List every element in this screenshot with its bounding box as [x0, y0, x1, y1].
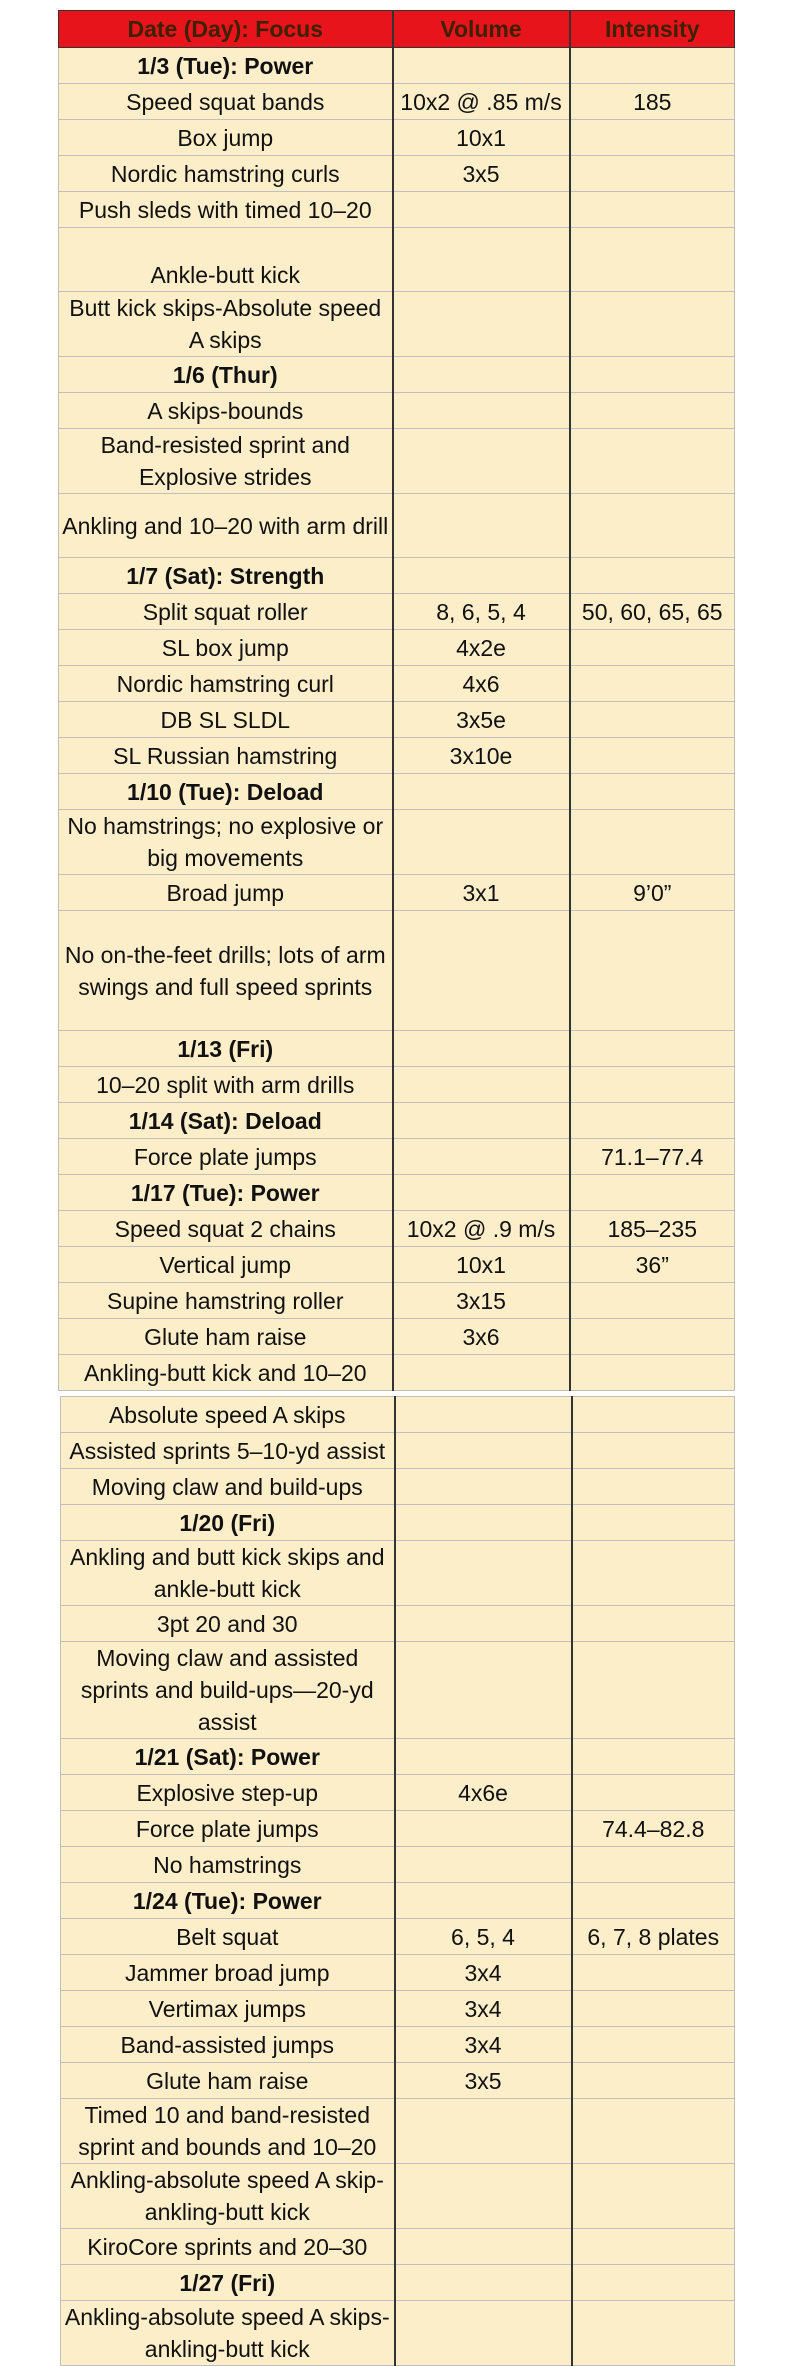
- intensity-cell: [570, 1283, 735, 1319]
- volume-cell: 8, 6, 5, 4: [393, 594, 570, 630]
- date-focus-cell: No on-the-feet drills; lots of arm swings and full speed sprints: [59, 911, 393, 1031]
- date-focus-cell: 1/6 (Thur): [59, 357, 393, 393]
- volume-cell: [395, 2229, 572, 2265]
- intensity-cell: [570, 494, 735, 558]
- volume-cell: 3x5e: [393, 702, 570, 738]
- intensity-cell: 9’0”: [570, 875, 735, 911]
- date-focus-cell: Ankling-absolute speed A skips-ankling-butt kick: [61, 2301, 395, 2366]
- header-row: [59, 11, 735, 48]
- date-focus-cell: 1/17 (Tue): Power: [59, 1175, 393, 1211]
- date-focus-cell: Explosive step-up: [61, 1775, 395, 1811]
- exercise-row: [61, 1433, 735, 1469]
- date-focus-cell: 1/27 (Fri): [61, 2265, 395, 2301]
- volume-cell: [395, 1397, 572, 1433]
- intensity-cell: [572, 1883, 735, 1919]
- volume-cell: 3x5: [395, 2063, 572, 2099]
- date-focus-cell: Nordic hamstring curls: [59, 156, 393, 192]
- date-focus-cell: Glute ham raise: [59, 1319, 393, 1355]
- volume-cell: [393, 1139, 570, 1175]
- exercise-row: [59, 192, 735, 228]
- volume-cell: [395, 2099, 572, 2164]
- session-header-row: [59, 1175, 735, 1211]
- intensity-cell: [572, 2099, 735, 2164]
- intensity-cell: [572, 1397, 735, 1433]
- date-focus-cell: Ankling-butt kick and 10–20: [59, 1355, 393, 1391]
- intensity-cell: [572, 2265, 735, 2301]
- volume-cell: 10x1: [393, 1247, 570, 1283]
- intensity-cell: [572, 2027, 735, 2063]
- intensity-cell: [572, 1642, 735, 1739]
- date-focus-cell: Absolute speed A skips: [61, 1397, 395, 1433]
- exercise-row: [59, 494, 735, 558]
- volume-cell: [395, 1883, 572, 1919]
- date-focus-cell: No hamstrings: [61, 1847, 395, 1883]
- exercise-row: [59, 1319, 735, 1355]
- session-header-row: [61, 1739, 735, 1775]
- exercise-row: [59, 1139, 735, 1175]
- volume-cell: [395, 2301, 572, 2366]
- volume-cell: [393, 494, 570, 558]
- intensity-cell: [570, 120, 735, 156]
- volume-cell: [395, 1642, 572, 1739]
- exercise-row: [59, 666, 735, 702]
- intensity-cell: [570, 1355, 735, 1391]
- intensity-cell: [570, 702, 735, 738]
- date-focus-cell: Ankling-absolute speed A skip-ankling-butt kick: [61, 2164, 395, 2229]
- training-schedule-table-part-1: [58, 10, 735, 1391]
- intensity-cell: 74.4–82.8: [572, 1811, 735, 1847]
- date-focus-cell: Split squat roller: [59, 594, 393, 630]
- exercise-row: [61, 1955, 735, 1991]
- intensity-cell: [572, 2063, 735, 2099]
- date-focus-cell: 1/14 (Sat): Deload: [59, 1103, 393, 1139]
- exercise-row: [59, 1355, 735, 1391]
- intensity-cell: 185–235: [570, 1211, 735, 1247]
- volume-cell: 10x2 @ .85 m/s: [393, 84, 570, 120]
- intensity-cell: [570, 558, 735, 594]
- date-focus-cell: Vertimax jumps: [61, 1991, 395, 2027]
- volume-cell: 3x5: [393, 156, 570, 192]
- date-focus-cell: Moving claw and assisted sprints and build-ups—20-yd assist: [61, 1642, 395, 1739]
- exercise-row: [61, 1991, 735, 2027]
- date-focus-cell: DB SL SLDL: [59, 702, 393, 738]
- exercise-row: [59, 429, 735, 494]
- intensity-cell: [570, 156, 735, 192]
- intensity-cell: [570, 810, 735, 875]
- volume-cell: [393, 393, 570, 429]
- session-header-row: [61, 2265, 735, 2301]
- intensity-cell: [570, 1319, 735, 1355]
- volume-cell: [393, 357, 570, 393]
- intensity-cell: [570, 666, 735, 702]
- date-focus-cell: Supine hamstring roller: [59, 1283, 393, 1319]
- intensity-cell: 6, 7, 8 plates: [572, 1919, 735, 1955]
- volume-cell: 3x10e: [393, 738, 570, 774]
- exercise-row: [61, 1397, 735, 1433]
- date-focus-cell: 1/24 (Tue): Power: [61, 1883, 395, 1919]
- exercise-row: [61, 1847, 735, 1883]
- date-focus-cell: 1/20 (Fri): [61, 1505, 395, 1541]
- exercise-row: [61, 2164, 735, 2229]
- intensity-cell: [572, 1433, 735, 1469]
- intensity-cell: [570, 630, 735, 666]
- volume-cell: [393, 1031, 570, 1067]
- volume-cell: 3x1: [393, 875, 570, 911]
- volume-cell: [395, 1541, 572, 1606]
- intensity-cell: [572, 1847, 735, 1883]
- date-focus-cell: 1/10 (Tue): Deload: [59, 774, 393, 810]
- intensity-cell: [572, 1469, 735, 1505]
- exercise-row: [59, 594, 735, 630]
- date-focus-cell: Box jump: [59, 120, 393, 156]
- session-header-row: [59, 48, 735, 84]
- intensity-cell: [570, 1175, 735, 1211]
- date-focus-cell: Vertical jump: [59, 1247, 393, 1283]
- intensity-cell: [572, 2301, 735, 2366]
- exercise-row: [59, 393, 735, 429]
- exercise-row: [59, 228, 735, 292]
- intensity-cell: [570, 774, 735, 810]
- date-focus-cell: Broad jump: [59, 875, 393, 911]
- volume-cell: 3x4: [395, 2027, 572, 2063]
- volume-cell: [395, 1811, 572, 1847]
- exercise-row: [61, 1775, 735, 1811]
- session-header-row: [61, 1505, 735, 1541]
- date-focus-cell: 1/13 (Fri): [59, 1031, 393, 1067]
- date-focus-cell: Jammer broad jump: [61, 1955, 395, 1991]
- intensity-cell: [570, 192, 735, 228]
- exercise-row: [61, 1469, 735, 1505]
- intensity-cell: [570, 1067, 735, 1103]
- volume-cell: [395, 1505, 572, 1541]
- volume-cell: 10x1: [393, 120, 570, 156]
- date-focus-cell: A skips-bounds: [59, 393, 393, 429]
- intensity-cell: [572, 1541, 735, 1606]
- exercise-row: [59, 120, 735, 156]
- volume-cell: [393, 1103, 570, 1139]
- exercise-row: [59, 1211, 735, 1247]
- volume-cell: 3x4: [395, 1955, 572, 1991]
- exercise-row: [59, 702, 735, 738]
- volume-cell: 10x2 @ .9 m/s: [393, 1211, 570, 1247]
- date-focus-cell: Moving claw and build-ups: [61, 1469, 395, 1505]
- volume-cell: [393, 1067, 570, 1103]
- date-focus-cell: Ankling and butt kick skips and ankle-butt kick: [61, 1541, 395, 1606]
- exercise-row: [59, 630, 735, 666]
- exercise-row: [59, 1067, 735, 1103]
- intensity-cell: [570, 738, 735, 774]
- intensity-cell: 185: [570, 84, 735, 120]
- volume-cell: [393, 192, 570, 228]
- header-intensity: Intensity: [570, 11, 735, 48]
- exercise-row: [61, 1811, 735, 1847]
- header-volume: Volume: [393, 11, 570, 48]
- session-header-row: [61, 1883, 735, 1919]
- volume-cell: [393, 1175, 570, 1211]
- intensity-cell: [570, 1103, 735, 1139]
- intensity-cell: [570, 393, 735, 429]
- training-schedule-table-part-2: [60, 1396, 735, 2366]
- intensity-cell: 71.1–77.4: [570, 1139, 735, 1175]
- exercise-row: [59, 1247, 735, 1283]
- volume-cell: [393, 558, 570, 594]
- date-focus-cell: Ankle-butt kick: [59, 228, 393, 292]
- exercise-row: [59, 810, 735, 875]
- exercise-row: [61, 1541, 735, 1606]
- exercise-row: [59, 292, 735, 357]
- volume-cell: [395, 1606, 572, 1642]
- intensity-cell: [570, 48, 735, 84]
- volume-cell: [393, 1355, 570, 1391]
- intensity-cell: [572, 1775, 735, 1811]
- date-focus-cell: KiroCore sprints and 20–30: [61, 2229, 395, 2265]
- exercise-row: [61, 2229, 735, 2265]
- volume-cell: [393, 292, 570, 357]
- exercise-row: [61, 2301, 735, 2366]
- exercise-row: [59, 738, 735, 774]
- volume-cell: [393, 774, 570, 810]
- volume-cell: 3x6: [393, 1319, 570, 1355]
- exercise-row: [61, 2063, 735, 2099]
- intensity-cell: [570, 357, 735, 393]
- volume-cell: 6, 5, 4: [395, 1919, 572, 1955]
- date-focus-cell: Force plate jumps: [61, 1811, 395, 1847]
- volume-cell: [393, 810, 570, 875]
- date-focus-cell: 1/21 (Sat): Power: [61, 1739, 395, 1775]
- volume-cell: [393, 228, 570, 292]
- volume-cell: [395, 2164, 572, 2229]
- date-focus-cell: 10–20 split with arm drills: [59, 1067, 393, 1103]
- date-focus-cell: Force plate jumps: [59, 1139, 393, 1175]
- date-focus-cell: SL Russian hamstring: [59, 738, 393, 774]
- exercise-row: [61, 2027, 735, 2063]
- exercise-row: [59, 911, 735, 1031]
- exercise-row: [61, 1919, 735, 1955]
- date-focus-cell: Band-resisted sprint and Explosive strides: [59, 429, 393, 494]
- session-header-row: [59, 357, 735, 393]
- date-focus-cell: SL box jump: [59, 630, 393, 666]
- session-header-row: [59, 774, 735, 810]
- exercise-row: [59, 1283, 735, 1319]
- volume-cell: 3x15: [393, 1283, 570, 1319]
- date-focus-cell: 1/3 (Tue): Power: [59, 48, 393, 84]
- intensity-cell: [572, 1955, 735, 1991]
- date-focus-cell: Timed 10 and band-resisted sprint and bounds and 10–20: [61, 2099, 395, 2164]
- intensity-cell: [570, 228, 735, 292]
- header-date-day-focus: Date (Day): Focus: [59, 11, 393, 48]
- volume-cell: 3x4: [395, 1991, 572, 2027]
- intensity-cell: [570, 429, 735, 494]
- exercise-row: [61, 1606, 735, 1642]
- volume-cell: 4x2e: [393, 630, 570, 666]
- intensity-cell: 50, 60, 65, 65: [570, 594, 735, 630]
- date-focus-cell: Ankling and 10–20 with arm drill: [59, 494, 393, 558]
- date-focus-cell: Speed squat 2 chains: [59, 1211, 393, 1247]
- date-focus-cell: 3pt 20 and 30: [61, 1606, 395, 1642]
- volume-cell: [395, 1847, 572, 1883]
- volume-cell: [395, 1469, 572, 1505]
- table1-body: [59, 48, 735, 1391]
- session-header-row: [59, 558, 735, 594]
- exercise-row: [59, 156, 735, 192]
- volume-cell: 4x6e: [395, 1775, 572, 1811]
- date-focus-cell: No hamstrings; no explosive or big movements: [59, 810, 393, 875]
- intensity-cell: [572, 1739, 735, 1775]
- date-focus-cell: Assisted sprints 5–10-yd assist: [61, 1433, 395, 1469]
- intensity-cell: [572, 1505, 735, 1541]
- date-focus-cell: Glute ham raise: [61, 2063, 395, 2099]
- intensity-cell: [570, 292, 735, 357]
- date-focus-cell: Push sleds with timed 10–20: [59, 192, 393, 228]
- volume-cell: [393, 429, 570, 494]
- volume-cell: [393, 911, 570, 1031]
- exercise-row: [61, 1642, 735, 1739]
- intensity-cell: 36”: [570, 1247, 735, 1283]
- volume-cell: [395, 2265, 572, 2301]
- intensity-cell: [572, 1991, 735, 2027]
- volume-cell: [395, 1433, 572, 1469]
- exercise-row: [59, 875, 735, 911]
- date-focus-cell: 1/7 (Sat): Strength: [59, 558, 393, 594]
- table2-body: [61, 1397, 735, 2366]
- date-focus-cell: Nordic hamstring curl: [59, 666, 393, 702]
- exercise-row: [61, 2099, 735, 2164]
- date-focus-cell: Belt squat: [61, 1919, 395, 1955]
- intensity-cell: [570, 1031, 735, 1067]
- session-header-row: [59, 1103, 735, 1139]
- date-focus-cell: Band-assisted jumps: [61, 2027, 395, 2063]
- intensity-cell: [572, 2229, 735, 2265]
- intensity-cell: [570, 911, 735, 1031]
- volume-cell: 4x6: [393, 666, 570, 702]
- intensity-cell: [572, 2164, 735, 2229]
- date-focus-cell: Butt kick skips-Absolute speed A skips: [59, 292, 393, 357]
- intensity-cell: [572, 1606, 735, 1642]
- exercise-row: [59, 84, 735, 120]
- session-header-row: [59, 1031, 735, 1067]
- volume-cell: [393, 48, 570, 84]
- date-focus-cell: Speed squat bands: [59, 84, 393, 120]
- volume-cell: [395, 1739, 572, 1775]
